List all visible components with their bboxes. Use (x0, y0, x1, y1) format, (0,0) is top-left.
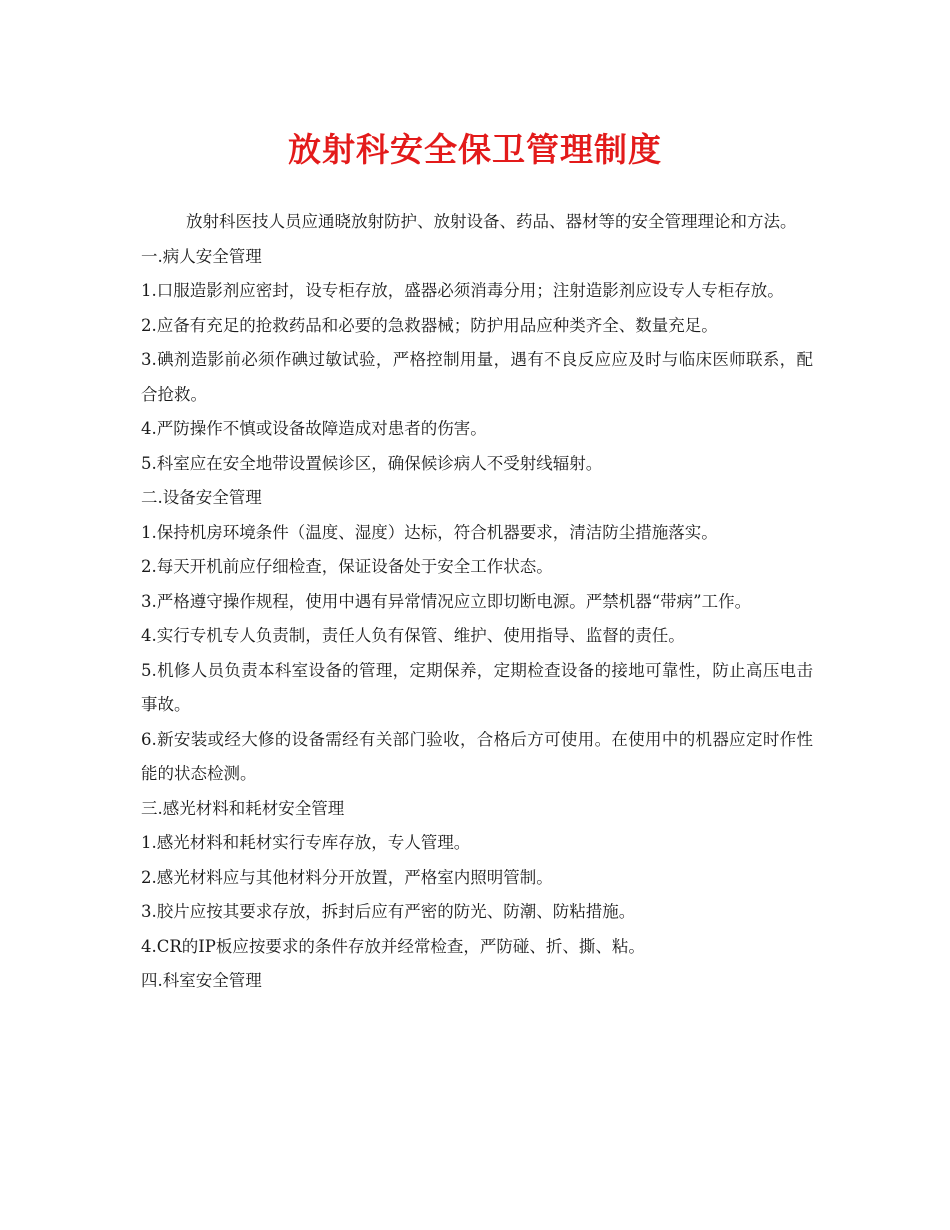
page-title: 放射科安全保卫管理制度 (288, 130, 662, 169)
section-heading: 二.设备安全管理 (141, 488, 262, 507)
section-equipment-safety (141, 481, 813, 792)
list-item: 5.机修人员负责本科室设备的管理，定期保养，定期检查设备的接地可靠性，防止高压电击事故。 (141, 660, 813, 714)
section-heading: 一.病人安全管理 (141, 246, 262, 266)
section-heading: 三.感光材料和耗材安全管理 (141, 798, 345, 818)
list-item: 2.感光材料应与其他材料分开放置，严格室内照明管制。 (141, 867, 553, 887)
intro-paragraph: 放射科医技人员应通晓放射防护、放射设备、药品、器材等的安全管理理论和方法。 (186, 212, 797, 231)
list-item: 1.口服造影剂应密封，设专柜存放，盛器必须消毒分用；注射造影剂应设专人专柜存放。 (141, 281, 784, 300)
section-department-safety (141, 964, 813, 999)
document-body (141, 205, 813, 999)
list-item: 4.严防操作不慎或设备故障造成对患者的伤害。 (141, 419, 487, 438)
list-item: 4.CR的IP板应按要求的条件存放并经常检查，严防碰、折、撕、粘。 (141, 936, 645, 956)
section-materials-safety (141, 792, 813, 965)
section-heading: 四.科室安全管理 (141, 971, 262, 990)
list-item: 1.保持机房环境条件（温度、湿度）达标，符合机器要求，清洁防尘措施落实。 (141, 522, 718, 542)
list-item: 6.新安装或经大修的设备需经有关部门验收，合格后方可使用。在使用中的机器应定时作性能的状态检测。 (141, 729, 813, 783)
section-patient-safety (141, 240, 813, 482)
list-item: 2.每天开机前应仔细检查，保证设备处于安全工作状态。 (141, 557, 553, 576)
list-item: 3.胶片应按其要求存放，拆封后应有严密的防光、防潮、防粘措施。 (141, 902, 636, 921)
list-item: 4.实行专机专人负责制，责任人负有保管、维护、使用指导、监督的责任。 (141, 626, 685, 645)
list-item: 2.应备有充足的抢救药品和必要的急救器械；防护用品应种类齐全、数量充足。 (141, 315, 718, 335)
list-item: 3.严格遵守操作规程，使用中遇有异常情况应立即切断电源。严禁机器“带病”工作。 (141, 591, 752, 611)
list-item: 5.科室应在安全地带设置候诊区，确保候诊病人不受射线辐射。 (141, 453, 603, 473)
list-item: 1.感光材料和耗材实行专库存放，专人管理。 (141, 833, 471, 852)
list-item: 3.碘剂造影前必须作碘过敏试验，严格控制用量，遇有不良反应应及时与临床医师联系，配合抢救。 (141, 350, 813, 404)
